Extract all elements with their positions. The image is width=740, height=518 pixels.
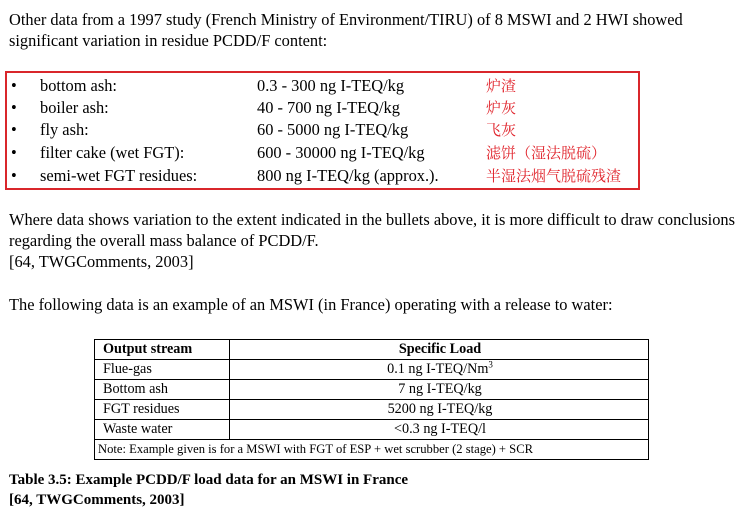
bullet-icon: • xyxy=(11,143,17,162)
bullet-label: filter cake (wet FGT): xyxy=(40,143,185,162)
bullet-icon: • xyxy=(11,98,17,117)
table-caption-reference: [64, TWGComments, 2003] xyxy=(9,492,185,508)
superscript: 3 xyxy=(488,359,493,370)
bullet-chinese-annotation: 飞灰 xyxy=(486,121,517,139)
variation-paragraph: Where data shows variation to the extent indicated in the bullets above, it is more difficult to draw conclusions regarding the overall mass balance of PCDD/F. xyxy=(9,210,735,250)
stream-cell: Waste water xyxy=(95,420,230,440)
list-item xyxy=(7,165,638,187)
load-data-table xyxy=(94,339,649,460)
bullet-icon: • xyxy=(11,76,17,95)
table-row xyxy=(95,380,649,400)
bullet-value: 0.3 - 300 ng I-TEQ/kg xyxy=(257,76,405,95)
reference-citation: [64, TWGComments, 2003] xyxy=(9,252,194,271)
bullet-value: 60 - 5000 ng I-TEQ/kg xyxy=(257,120,409,139)
table-row xyxy=(95,400,649,420)
bullet-label: semi-wet FGT residues: xyxy=(40,166,198,185)
column-header-specific-load: Specific Load xyxy=(230,340,649,360)
bullet-chinese-annotation: 炉灰 xyxy=(486,99,517,117)
stream-cell: FGT residues xyxy=(95,400,230,420)
table-caption: Table 3.5: Example PCDD/F load data for an MSWI in France xyxy=(9,472,409,488)
list-item xyxy=(7,97,638,119)
table-header-row xyxy=(95,340,649,360)
bullet-label: fly ash: xyxy=(40,120,89,139)
list-item xyxy=(7,142,638,164)
bullet-value: 800 ng I-TEQ/kg (approx.). xyxy=(257,166,439,185)
bullet-value: 40 - 700 ng I-TEQ/kg xyxy=(257,98,400,117)
highlighted-bullet-list xyxy=(5,71,640,190)
list-item xyxy=(7,119,638,141)
intro-paragraph: Other data from a 1997 study (French Ministry of Environment/TIRU) of 8 MSWI and 2 HWI showed significant variation in residue PCDD/F content: xyxy=(9,10,683,50)
bullet-label: bottom ash: xyxy=(40,76,117,95)
stream-cell: Flue-gas xyxy=(95,360,230,380)
bullet-icon: • xyxy=(11,120,17,139)
load-cell: 5200 ng I-TEQ/kg xyxy=(230,400,649,420)
table-row xyxy=(95,360,649,380)
table-note-row xyxy=(95,440,649,460)
bullet-chinese-annotation: 半湿法烟气脱硫残渣 xyxy=(486,167,622,185)
bullet-chinese-annotation: 炉渣 xyxy=(486,77,517,95)
column-header-output-stream: Output stream xyxy=(95,340,230,360)
list-item xyxy=(7,75,638,97)
table-row xyxy=(95,420,649,440)
bullet-icon: • xyxy=(11,166,17,185)
stream-cell: Bottom ash xyxy=(95,380,230,400)
example-paragraph: The following data is an example of an MSWI (in France) operating with a release to water: xyxy=(9,295,613,314)
bullet-value: 600 - 30000 ng I-TEQ/kg xyxy=(257,143,425,162)
load-value: 0.1 ng I-TEQ/Nm xyxy=(387,361,489,377)
bullet-chinese-annotation: 滤饼（湿法脱硫） xyxy=(486,144,607,162)
load-cell: 7 ng I-TEQ/kg xyxy=(230,380,649,400)
load-cell xyxy=(230,360,649,380)
load-cell: <0.3 ng I-TEQ/l xyxy=(230,420,649,440)
bullet-label: boiler ash: xyxy=(40,98,109,117)
table-note: Note: Example given is for a MSWI with FGT of ESP + wet scrubber (2 stage) + SCR xyxy=(95,440,649,460)
